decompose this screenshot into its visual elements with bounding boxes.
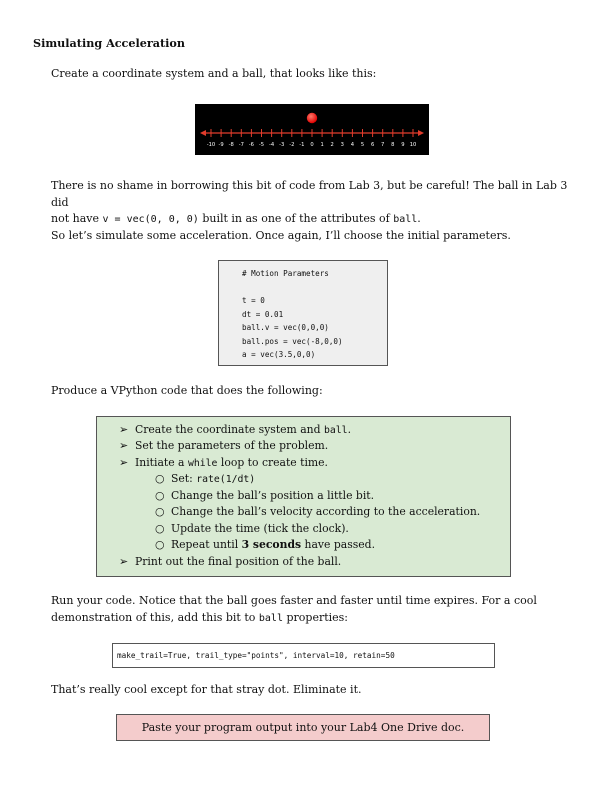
axis-arrow-right-icon — [418, 130, 424, 136]
tick-label: -3 — [279, 142, 285, 148]
inline-code-rate: rate(1/dt) — [196, 474, 256, 485]
tick-label: 3 — [340, 142, 344, 148]
tick-label: 9 — [401, 142, 405, 148]
arrow-bullet-icon: ➢ — [119, 555, 129, 568]
step-item: ➢ Set the parameters of the problem. — [119, 439, 329, 452]
task-intro-paragraph: Produce a VPython code that does the following: — [51, 384, 323, 397]
sub-step-item: ○ Change the ball’s velocity according to the acceleration. — [155, 505, 481, 518]
lab3-note-line-2 — [51, 211, 571, 229]
tick-label: -9 — [218, 142, 224, 148]
tick-label: 1 — [320, 142, 324, 148]
intro-paragraph: Create a coordinate system and a ball, that looks like this: — [51, 67, 377, 80]
code-line: ball.pos = vec(-8,0,0) — [242, 336, 343, 346]
run-code-line-1: Run your code. Notice that the ball goes faster and faster until time expires. For a cool — [51, 594, 537, 607]
run-code-line-2: demonstration of this, add this bit to ball properties: — [51, 610, 349, 624]
tick-label: -2 — [289, 142, 295, 148]
step-item: ➢ Initiate a while loop to create time. — [119, 456, 328, 469]
sub-step-item: ○ Set: rate(1/dt) — [155, 472, 256, 485]
arrow-bullet-icon: ➢ — [119, 423, 129, 436]
code-line: dt = 0.01 — [242, 309, 284, 319]
tick-label: 2 — [330, 142, 334, 148]
tick-label: 7 — [381, 142, 385, 148]
circle-bullet-icon: ○ — [155, 489, 165, 502]
inline-code-ball: ball — [323, 425, 348, 436]
lab3-note-text: . — [417, 212, 421, 225]
inline-code-ball: ball — [258, 612, 283, 624]
tick-label: -1 — [299, 142, 305, 148]
arrow-bullet-icon: ➢ — [119, 456, 129, 469]
code-line: t = 0 — [242, 296, 265, 305]
tick-label: 10 — [409, 142, 417, 148]
lab3-note-line-1: There is no shame in borrowing this bit of code from Lab 3, but be careful! The ball in Lab 3 did — [51, 179, 568, 209]
circle-bullet-icon: ○ — [155, 522, 165, 535]
lab3-note-text: built in as one of the attributes of — [198, 212, 394, 225]
lab3-note-paragraph — [51, 178, 571, 229]
motion-parameters-code-block — [218, 260, 388, 366]
number-line-graphic — [195, 104, 429, 155]
tick-label: -8 — [228, 142, 234, 148]
tick-label: -10 — [206, 142, 216, 148]
tick-label: 6 — [370, 142, 375, 148]
tick-label: -6 — [248, 142, 254, 148]
stray-dot-paragraph: That’s really cool except for that stray dot. Eliminate it. — [51, 683, 362, 696]
sub-step-item: ○ Update the time (tick the clock). — [155, 522, 349, 535]
code-line — [242, 281, 387, 295]
task-steps-box — [96, 416, 511, 577]
run-code-paragraph — [51, 593, 571, 627]
code-line: # Motion Parameters — [242, 269, 329, 278]
inline-code-while: while — [187, 458, 218, 469]
step-item: ➢ Print out the final position of the ball. — [119, 555, 342, 568]
step-item: ➢ Create the coordinate system and ball. — [119, 423, 351, 436]
sub-step-item: ○ Change the ball’s position a little bit. — [155, 489, 375, 502]
tick-label: 8 — [391, 142, 395, 148]
circle-bullet-icon: ○ — [155, 472, 165, 485]
ball-sphere — [307, 113, 317, 123]
circle-bullet-icon: ○ — [155, 538, 165, 551]
tick-label: 4 — [350, 142, 355, 148]
tick-label: -4 — [269, 142, 275, 148]
paste-output-note: Paste your program output into your Lab4 One Drive doc. — [116, 714, 490, 741]
sub-step-item: ○ Repeat until 3 seconds have passed. — [155, 538, 376, 551]
code-line: ball.v = vec(0,0,0) — [242, 323, 329, 332]
tick-label: -7 — [238, 142, 244, 148]
coordinate-system-image — [195, 104, 429, 155]
section-heading: Simulating Acceleration — [33, 36, 186, 50]
lab3-note-text: not have — [51, 212, 103, 225]
parameters-intro-paragraph: So let’s simulate some acceleration. Once again, I’ll choose the initial parameters. — [51, 229, 511, 242]
tick-label: -5 — [258, 142, 265, 148]
circle-bullet-icon: ○ — [155, 505, 165, 518]
tick-label: 5 — [360, 142, 365, 148]
arrow-bullet-icon: ➢ — [119, 439, 129, 452]
code-line: a = vec(3.5,0,0) — [242, 350, 316, 359]
axis-arrow-left-icon — [200, 130, 206, 136]
inline-code-velocity: v = vec(0, 0, 0) — [102, 214, 199, 225]
tick-label: 0 — [310, 142, 314, 148]
inline-code-ball: ball — [393, 214, 418, 225]
trail-properties-code-block: make_trail=True, trail_type="points", interval=10, retain=50 — [112, 643, 495, 668]
